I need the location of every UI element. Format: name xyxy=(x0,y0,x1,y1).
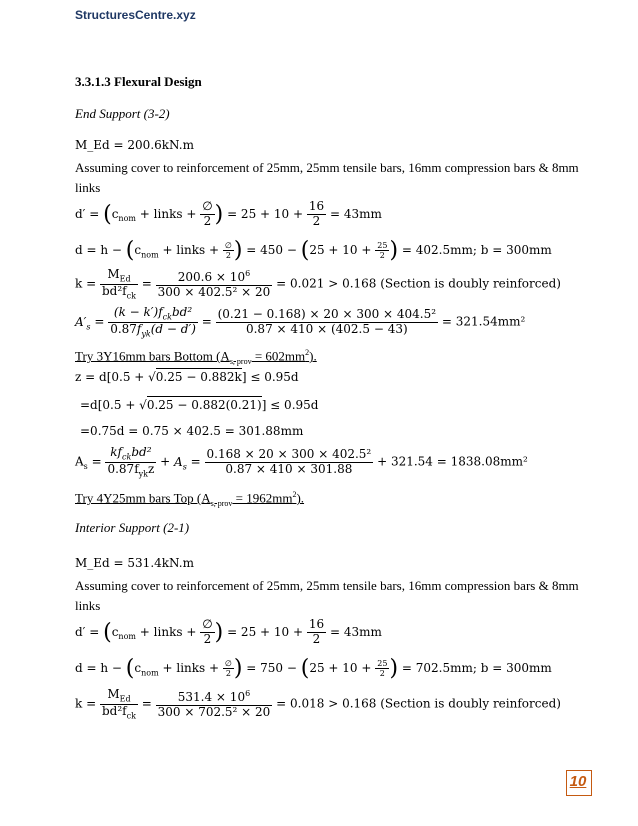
as-num: 0.168 × 20 × 300 × 402.5² xyxy=(206,446,372,461)
try-bottom-sub: s, prov xyxy=(229,356,252,366)
try-bottom-sup: 2 xyxy=(305,348,310,357)
z1-c: ] ≤ 0.95d xyxy=(241,370,299,384)
as-prime-den: 0.87 × 410 × (402.5 − 43) xyxy=(216,322,439,337)
end-d-equation: $d = h - (c_{nom}$ + links + $\frac{\emptyset}{2}$ ) = 450 − (25 + 10 + $\frac{25}{2}$ ) = 402.5mm; b = 300mm xyxy=(75,238,552,263)
int-d-prime-den: 2 xyxy=(307,632,326,647)
end-as-equation: $A_s$ = $\frac{kf_{ck}bd^2}{0.87f_{yk}z}$ + $A_s$ = $\frac{\text{0.168 × 20 × 300 × 402.5²}}{0.87 \times 410 \times 301.88}$ + 321.54 = 1838.08mm² xyxy=(75,445,528,478)
as-prime-result: = 321.54mm² xyxy=(441,314,526,329)
try-bottom-tail: = 602mm xyxy=(251,348,306,364)
end-support-title: End Support (3-2) xyxy=(75,106,170,121)
int-med-equation xyxy=(75,556,194,570)
int-k-den: 300 × 702.5² × 20 xyxy=(157,704,271,719)
int-d-eq-mid: = 750 − xyxy=(246,661,297,675)
d-prime-den: 2 xyxy=(307,214,326,229)
k-exp: 6 xyxy=(245,268,251,278)
try-bottom-text: Try 3Y16mm bars Bottom (A xyxy=(75,348,230,364)
section-heading: 3.3.1.3 Flexural Design xyxy=(75,74,202,89)
end-as-prime-equation: $A'_s$ = $\frac{(k - k')f_{ck}bd^2}{0.87f_{yk}(d - d')}$ = $\frac{\text{(0.21 − 0.168) × 20 × 300 × 404.5²}}{0.87 \times 410 \times (402.5 - 43)}$ = 321.54mm² xyxy=(75,305,526,338)
int-k-result: = 0.018 > 0.168 (Section is doubly reinforced) xyxy=(276,696,561,711)
end-z-line-1 xyxy=(75,370,299,384)
int-k-equation: k = $\frac{M_{Ed}}{bd^2f_{ck}}$ = $\frac{531.4 \times 10^6}{\text{300 × 702.5² × 20}}$ = 0.018 > 0.168 (Section is doubly reinforced) xyxy=(75,687,561,720)
try-top-end: ). xyxy=(296,490,305,506)
end-d-prime-equation: $d' = (c_{nom}$ + links + $\frac{\emptyset}{2}$ ) = 25 + 10 + $\frac{16}{2}$ = 43mm xyxy=(75,199,382,228)
z1-a: z = d[0.5 + √ xyxy=(75,370,156,384)
as-result: + 321.54 = 1838.08mm² xyxy=(377,454,528,469)
int-d-equation: $d = h - (c_{nom}$ + links + $\frac{\emptyset}{2}$ ) = 750 − (25 + 10 + $\frac{25}{2}$ ) = 702.5mm; b = 300mm xyxy=(75,656,552,681)
k-result: = 0.021 > 0.168 (Section is doubly reinforced) xyxy=(276,276,561,291)
d-prime-num: 16 xyxy=(308,199,325,213)
int-d-prime-rhs: = 25 + 10 + xyxy=(227,624,307,639)
d-prime-result: = 43mm xyxy=(329,206,382,221)
end-z-line-3: =0.75d = 0.75 × 402.5 = 301.88mm xyxy=(80,424,304,438)
end-med-equation xyxy=(75,138,194,152)
int-k-exp: 6 xyxy=(245,688,251,698)
try-bottom-end: ). xyxy=(309,348,317,364)
k-den: 300 × 402.5² × 20 xyxy=(157,284,271,299)
end-try-top xyxy=(75,490,304,508)
try-top-sup: 2 xyxy=(292,490,297,499)
med-eq-text: M_Ed = 200.6kN.m xyxy=(75,138,194,152)
try-top-text: Try 4Y25mm bars Top (A xyxy=(75,490,211,506)
end-z-line-2 xyxy=(80,398,318,412)
int-cover-text: Assuming cover to reinforcement of 25mm, 25mm tensile bars, 16mm compression bars & 8mm xyxy=(75,578,579,593)
int-d-prime-num: 16 xyxy=(308,617,325,631)
int-med-eq-text: M_Ed = 531.4kN.m xyxy=(75,556,194,570)
end-k-equation: k = $\frac{M_{Ed}}{bd^2f_{ck}}$ = $\frac{200.6 \times 10^6}{\text{300 × 402.5² × 20}}$ = 0.021 > 0.168 (Section is doubly reinforced) xyxy=(75,267,561,300)
int-d-prime-equation: $d' = (c_{nom}$ + links + $\frac{\emptyset}{2}$ ) = 25 + 10 + $\frac{16}{2}$ = 43mm xyxy=(75,617,382,646)
try-top-sub: s, prov xyxy=(210,498,233,508)
d-prime-rhs: = 25 + 10 + xyxy=(227,206,307,221)
end-cover-text-2: links xyxy=(75,180,101,195)
end-try-bottom xyxy=(75,348,317,366)
as-den: 0.87 × 410 × 301.88 xyxy=(205,462,374,477)
site-header: StructuresCentre.xyz xyxy=(75,8,196,22)
z2-b: 0.25 − 0.882(0.21) xyxy=(146,398,262,412)
z1-b: 0.25 − 0.882k xyxy=(155,370,242,384)
page-number: 10 xyxy=(569,773,587,790)
z2-a: =d[0.5 + √ xyxy=(80,398,147,412)
as-prime-num: (0.21 − 0.168) × 20 × 300 × 404.5² xyxy=(217,306,437,321)
int-k-num: 531.4 × 10 xyxy=(177,689,246,704)
end-cover-text: Assuming cover to reinforcement of 25mm, 25mm tensile bars, 16mm compression bars & 8mm xyxy=(75,160,579,175)
interior-support-title: Interior Support (2-1) xyxy=(75,520,190,535)
int-d-eq-result: = 702.5mm; b = 300mm xyxy=(401,661,552,675)
int-d-prime-result: = 43mm xyxy=(329,624,382,639)
int-cover-text-2: links xyxy=(75,598,101,613)
k-num: 200.6 × 10 xyxy=(177,269,246,284)
d-eq-result: = 402.5mm; b = 300mm xyxy=(401,243,552,257)
z2-c: ] ≤ 0.95d xyxy=(261,398,319,412)
try-top-tail: = 1962mm xyxy=(232,490,293,506)
d-eq-mid: = 450 − xyxy=(246,243,297,257)
